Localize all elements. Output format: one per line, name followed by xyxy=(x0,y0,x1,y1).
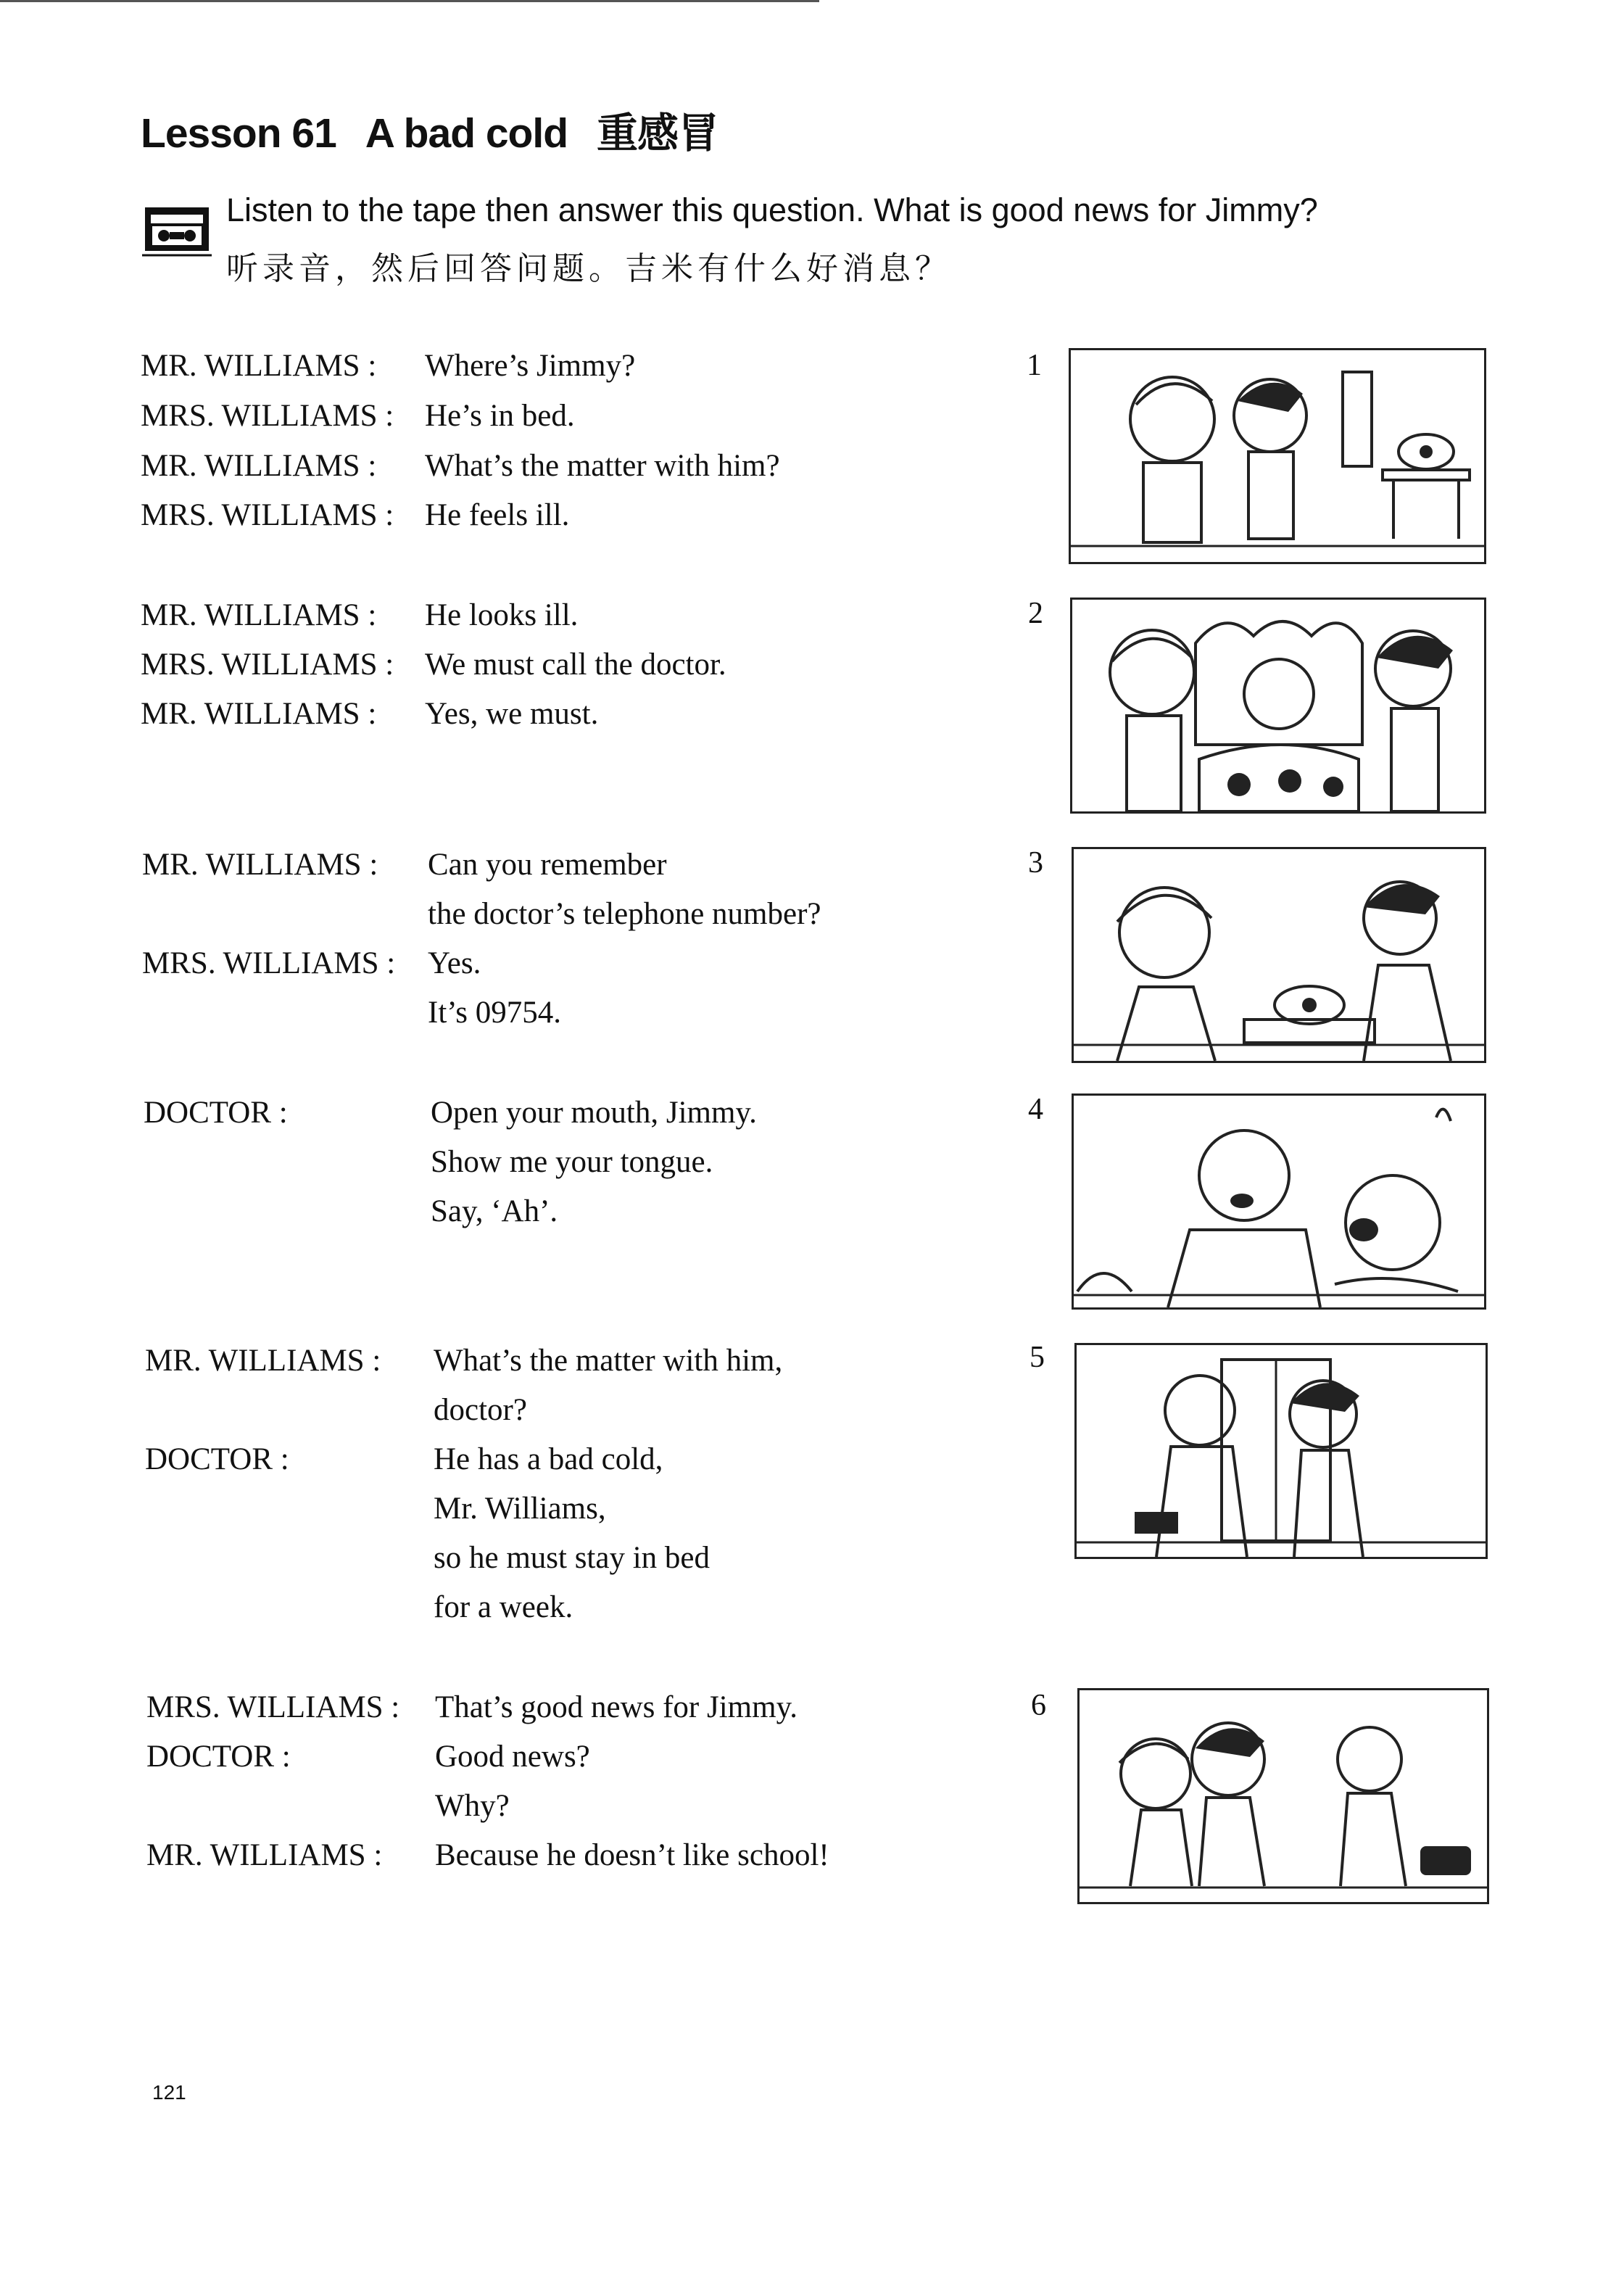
lesson-number: Lesson 61 xyxy=(141,110,336,157)
line-text: What’s the matter with him, xyxy=(434,1344,783,1378)
lesson-title-en: A bad cold xyxy=(365,110,568,157)
line-text: Yes. xyxy=(428,946,481,980)
panel-number: 5 xyxy=(1030,1341,1045,1374)
top-rule xyxy=(0,0,819,2)
speaker: MRS. WILLIAMS : xyxy=(142,946,396,980)
speaker: MR. WILLIAMS : xyxy=(142,848,378,882)
line-text: He has a bad cold, xyxy=(434,1442,663,1476)
line-text: Can you remember xyxy=(428,848,667,882)
panel-number: 1 xyxy=(1027,349,1042,382)
line-text: for a week. xyxy=(434,1590,573,1624)
cartoon-illustration xyxy=(1080,1690,1487,1902)
speaker: DOCTOR : xyxy=(145,1442,289,1476)
line-text: Because he doesn’t like school! xyxy=(435,1838,829,1872)
line-text: so he must stay in bed xyxy=(434,1541,710,1575)
line-text: Open your mouth, Jimmy. xyxy=(431,1096,757,1130)
page-number: 121 xyxy=(152,2081,186,2104)
line-text: Good news? xyxy=(435,1740,590,1774)
instruction-chinese: 听录音，然后回答问题。吉米有什么好消息？ xyxy=(226,250,951,287)
speaker: MR. WILLIAMS : xyxy=(146,1838,383,1872)
line-text: It’s 09754. xyxy=(428,996,561,1030)
line-text: Mr. Williams, xyxy=(434,1492,606,1526)
line-text: Say, ‘Ah’. xyxy=(431,1194,558,1228)
line-text: That’s good news for Jimmy. xyxy=(435,1690,798,1724)
line-text: He looks ill. xyxy=(425,598,579,632)
illustration-panel xyxy=(1072,1093,1486,1310)
speaker: DOCTOR : xyxy=(146,1740,291,1774)
cartoon-illustration xyxy=(1071,350,1484,562)
tape-icon xyxy=(142,204,212,261)
speaker: DOCTOR : xyxy=(144,1096,288,1130)
cartoon-illustration xyxy=(1072,600,1484,811)
line-text: He’s in bed. xyxy=(425,399,575,433)
illustration-panel xyxy=(1072,847,1486,1063)
lesson-title xyxy=(141,100,718,160)
line-text: He feels ill. xyxy=(425,498,570,532)
illustration-panel xyxy=(1074,1343,1488,1559)
line-text: Yes, we must. xyxy=(425,697,599,731)
cartoon-illustration xyxy=(1074,1096,1484,1307)
cartoon-illustration xyxy=(1077,1345,1486,1557)
speaker: MR. WILLIAMS : xyxy=(141,697,377,731)
speaker: MRS. WILLIAMS : xyxy=(146,1690,400,1724)
panel-number: 3 xyxy=(1028,846,1043,880)
cartoon-illustration xyxy=(1074,849,1484,1061)
line-text: Where’s Jimmy? xyxy=(425,349,636,383)
speaker: MRS. WILLIAMS : xyxy=(141,648,394,682)
speaker: MR. WILLIAMS : xyxy=(141,598,377,632)
line-text: We must call the doctor. xyxy=(425,648,726,682)
illustration-panel xyxy=(1077,1688,1489,1904)
speaker: MRS. WILLIAMS : xyxy=(141,498,394,532)
speaker: MR. WILLIAMS : xyxy=(145,1344,381,1378)
illustration-panel xyxy=(1070,598,1486,814)
speaker: MR. WILLIAMS : xyxy=(141,349,377,383)
line-text: Show me your tongue. xyxy=(431,1145,713,1179)
panel-number: 4 xyxy=(1028,1093,1043,1126)
line-text: What’s the matter with him? xyxy=(425,449,780,483)
speaker: MRS. WILLIAMS : xyxy=(141,399,394,433)
line-text: Why? xyxy=(435,1789,510,1823)
lesson-title-zh: 重感冒 xyxy=(597,109,719,157)
line-text: doctor? xyxy=(434,1393,527,1427)
line-text: the doctor’s telephone number? xyxy=(428,897,821,931)
illustration-panel xyxy=(1069,348,1486,564)
speaker: MR. WILLIAMS : xyxy=(141,449,377,483)
panel-number: 2 xyxy=(1028,597,1043,630)
instruction-english: Listen to the tape then answer this question. What is good news for Jimmy? xyxy=(226,191,1318,228)
panel-number: 6 xyxy=(1031,1689,1046,1722)
